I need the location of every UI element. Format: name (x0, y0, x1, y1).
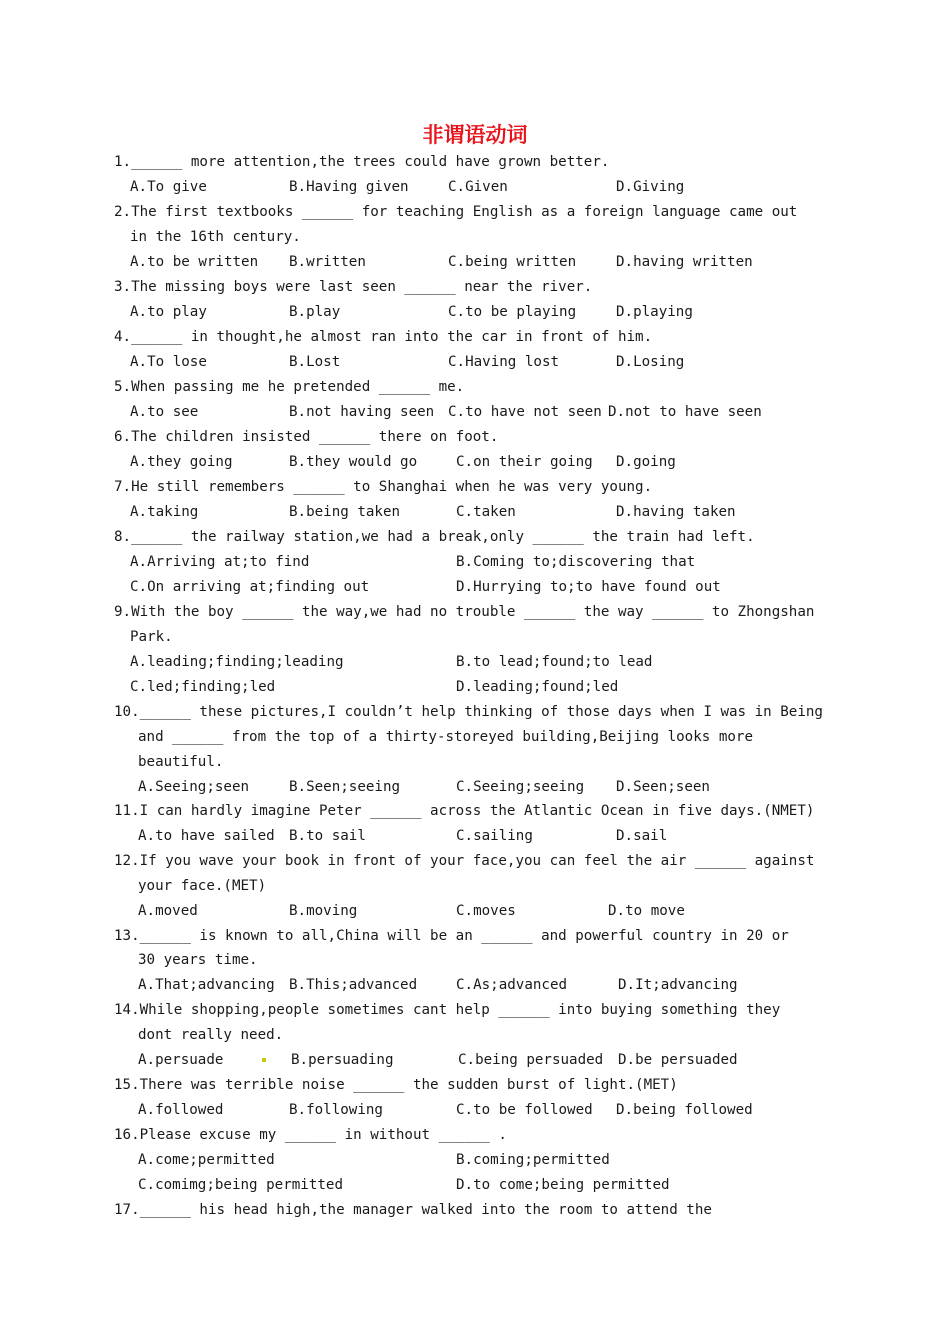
option-1c: C.Given (448, 179, 508, 195)
option-15d: D.being followed (616, 1102, 753, 1118)
option-12a: A.moved (138, 903, 198, 919)
option-14c: C.being persuaded (458, 1052, 604, 1068)
option-2d: D.having written (616, 254, 753, 270)
option-16b: B.coming;permitted (456, 1152, 610, 1168)
option-9c: C.led;finding;led (130, 679, 276, 695)
question-9-cont: Park. (130, 629, 173, 645)
option-10a: A.Seeing;seen (138, 779, 250, 795)
option-6d: D.going (616, 454, 676, 470)
option-11d: D.sail (616, 828, 668, 844)
question-1: 1.______ more attention,the trees could have grown better. (114, 154, 610, 170)
option-2a: A.to be written (130, 254, 259, 270)
option-16a: A.come;permitted (138, 1152, 275, 1168)
option-16c: C.comimg;being permitted (138, 1177, 343, 1193)
option-3d: D.playing (616, 304, 693, 320)
option-8d: D.Hurrying to;to have found out (456, 579, 721, 595)
option-5d: D.not to have seen (608, 404, 762, 420)
option-11c: C.sailing (456, 828, 533, 844)
option-12c: C.moves (456, 903, 516, 919)
option-3a: A.to play (130, 304, 207, 320)
option-12b: B.moving (289, 903, 358, 919)
question-16: 16.Please excuse my ______ in without ______ . (114, 1127, 507, 1143)
question-8: 8.______ the railway station,we had a break,only ______ the train had left. (114, 529, 755, 545)
question-9: 9.With the boy ______ the way,we had no trouble ______ the way ______ to Zhongshan (114, 604, 815, 620)
option-12d: D.to move (608, 903, 685, 919)
question-10-cont: and ______ from the top of a thirty-storeyed building,Beijing looks more (138, 729, 753, 745)
question-7: 7.He still remembers ______ to Shanghai when he was very young. (114, 479, 653, 495)
option-9a: A.leading;finding;leading (130, 654, 344, 670)
option-7d: D.having taken (616, 504, 736, 520)
question-2-cont: in the 16th century. (130, 229, 301, 245)
option-15c: C.to be followed (456, 1102, 593, 1118)
option-8b: B.Coming to;discovering that (456, 554, 696, 570)
question-3: 3.The missing boys were last seen ______ near the river. (114, 279, 593, 295)
option-13d: D.It;advancing (618, 977, 738, 993)
option-5c: C.to have not seen (448, 404, 602, 420)
option-10b: B.Seen;seeing (289, 779, 401, 795)
question-6: 6.The children insisted ______ there on foot. (114, 429, 499, 445)
option-4c: C.Having lost (448, 354, 560, 370)
option-13a: A.That;advancing (138, 977, 275, 993)
option-15a: A.followed (138, 1102, 224, 1118)
stray-mark (262, 1058, 266, 1062)
question-12-cont: your face.(MET) (138, 878, 267, 894)
option-1a: A.To give (130, 179, 207, 195)
question-14: 14.While shopping,people sometimes cant help ______ into buying something they (114, 1002, 781, 1018)
option-13b: B.This;advanced (289, 977, 418, 993)
option-3c: C.to be playing (448, 304, 577, 320)
option-5b: B.not having seen (289, 404, 435, 420)
question-10-cont2: beautiful. (138, 754, 224, 770)
option-15b: B.following (289, 1102, 383, 1118)
question-4: 4.______ in thought,he almost ran into the car in front of him. (114, 329, 653, 345)
question-15: 15.There was terrible noise ______ the sudden burst of light.(MET) (114, 1077, 678, 1093)
question-17: 17.______ his head high,the manager walked into the room to attend the (114, 1202, 712, 1218)
option-6a: A.they going (130, 454, 233, 470)
option-8a: A.Arriving at;to find (130, 554, 310, 570)
option-13c: C.As;advanced (456, 977, 568, 993)
option-7b: B.being taken (289, 504, 401, 520)
option-4a: A.To lose (130, 354, 207, 370)
option-11b: B.to sail (289, 828, 366, 844)
question-10: 10.______ these pictures,I couldn’t help thinking of those days when I was in Being (114, 704, 823, 720)
question-13-cont: 30 years time. (138, 952, 258, 968)
question-2: 2.The first textbooks ______ for teaching English as a foreign language came out (114, 204, 798, 220)
question-13: 13.______ is known to all,China will be an ______ and powerful country in 20 or (114, 928, 789, 944)
option-8c: C.On arriving at;finding out (130, 579, 370, 595)
option-3b: B.play (289, 304, 341, 320)
option-9d: D.leading;found;led (456, 679, 619, 695)
option-2c: C.being written (448, 254, 577, 270)
option-16d: D.to come;being permitted (456, 1177, 670, 1193)
option-14d: D.be persuaded (618, 1052, 738, 1068)
question-5: 5.When passing me he pretended ______ me. (114, 379, 465, 395)
option-1d: D.Giving (616, 179, 685, 195)
option-11a: A.to have sailed (138, 828, 275, 844)
option-6b: B.they would go (289, 454, 418, 470)
question-12: 12.If you wave your book in front of your face,you can feel the air ______ against (114, 853, 815, 869)
question-14-cont: dont really need. (138, 1027, 284, 1043)
option-4d: D.Losing (616, 354, 685, 370)
option-4b: B.Lost (289, 354, 341, 370)
option-6c: C.on their going (456, 454, 593, 470)
option-2b: B.written (289, 254, 366, 270)
option-10d: D.Seen;seen (616, 779, 710, 795)
page-title: 非谓语动词 (422, 123, 528, 147)
option-7c: C.taken (456, 504, 516, 520)
question-11: 11.I can hardly imagine Peter ______ across the Atlantic Ocean in five days.(NMET) (114, 803, 815, 819)
option-5a: A.to see (130, 404, 199, 420)
option-10c: C.Seeing;seeing (456, 779, 585, 795)
option-7a: A.taking (130, 504, 199, 520)
option-1b: B.Having given (289, 179, 409, 195)
option-14b: B.persuading (291, 1052, 394, 1068)
option-14a: A.persuade (138, 1052, 224, 1068)
option-9b: B.to lead;found;to lead (456, 654, 653, 670)
